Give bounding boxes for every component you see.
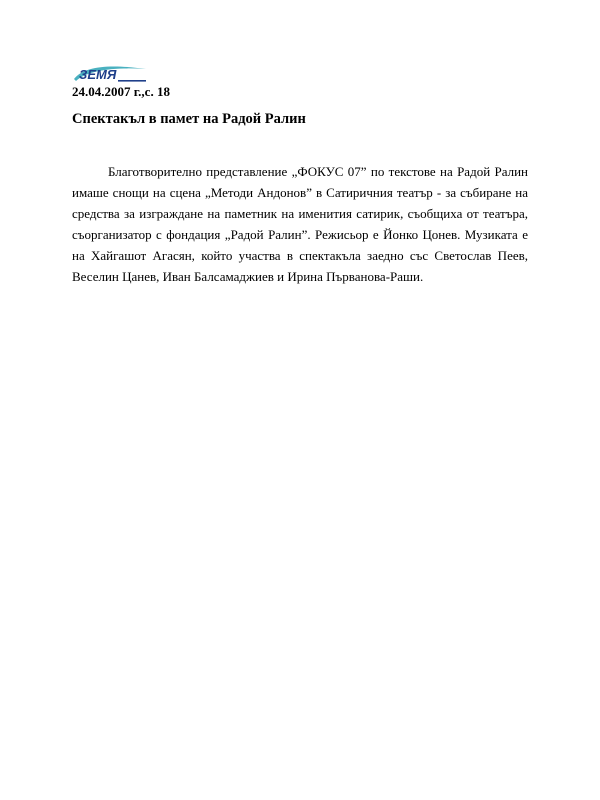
- newspaper-logo: [72, 64, 152, 86]
- article-body: Благотворително представление „ФОКУС 07” по текстове на Радой Ралин имаше снощи на сцена „Методи Андонов” в Сатиричния театър - за събиране на средства за изграждане на паметник на именития сатирик, съобщиха от театъра, съорганизатор с фондация „Радой Ралин”. Режисьор е Йонко Цонев. Музиката е на Хайгашот Агасян, който участва в спектакъла заедно със Светослав Пеев, Веселин Цанев, Иван Балсамаджиев и Ирина Първанова-Раши.: [72, 164, 528, 284]
- logo-text: ЗЕМЯ: [79, 67, 117, 82]
- date-page-line: 24.04.2007 г.,с. 18: [72, 84, 170, 99]
- newspaper-logo-icon: [72, 64, 152, 86]
- article-title: Спектакъл в памет на Радой Ралин: [72, 111, 306, 127]
